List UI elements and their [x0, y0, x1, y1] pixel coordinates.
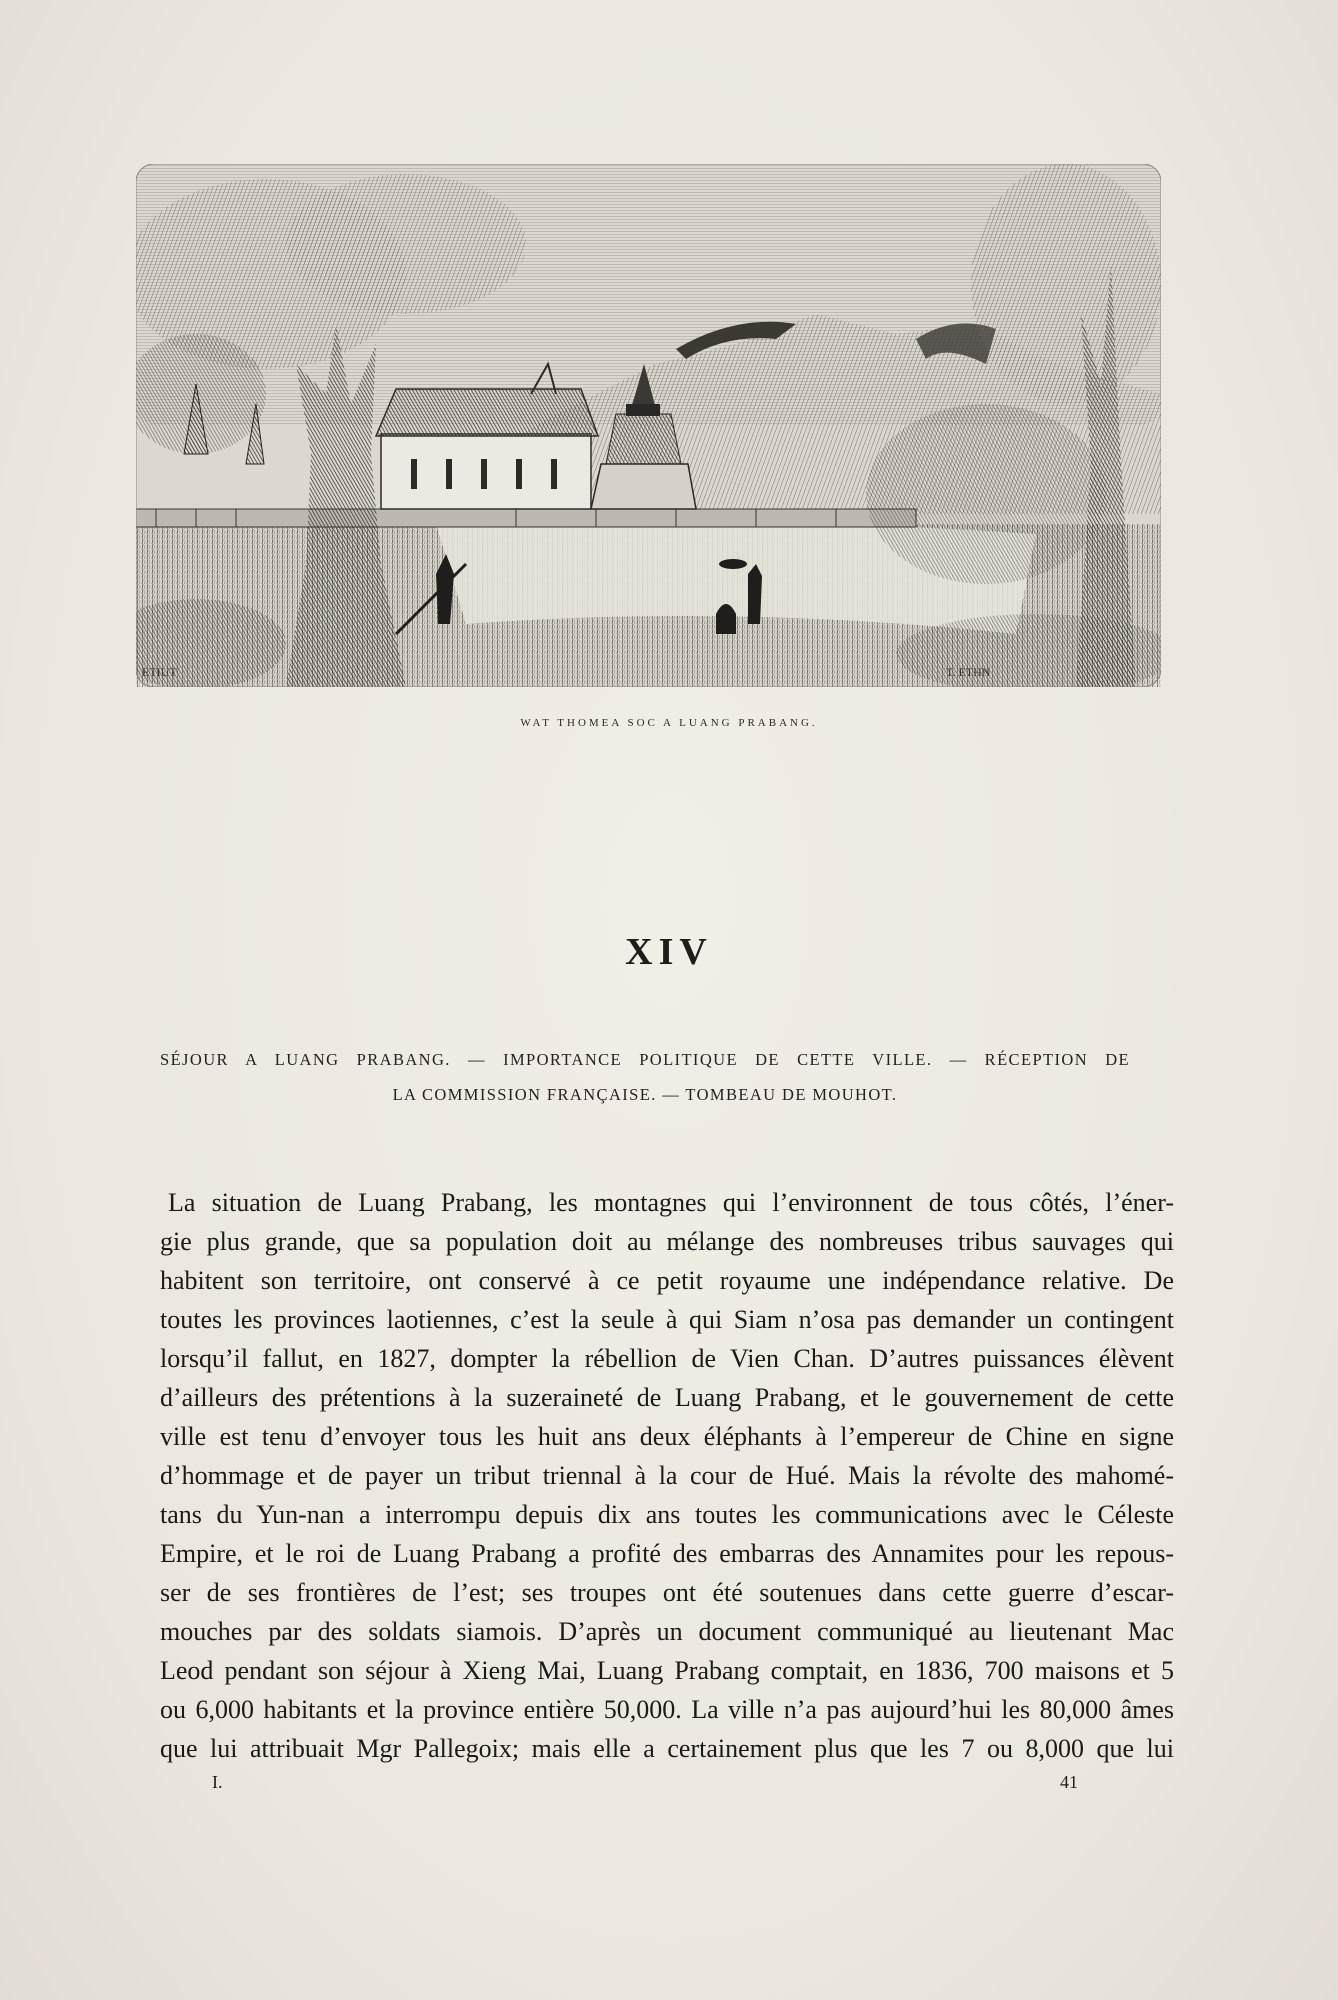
engraving-illustration — [136, 164, 1161, 687]
body-line: ville est tenu d’envoyer tous les huit ans deux éléphants à l’empereur de Chine en signe — [160, 1422, 1174, 1451]
chapter-summary-line-2: LA COMMISSION FRANÇAISE. — TOMBEAU DE MOUHOT. — [392, 1085, 898, 1104]
body-line: ser de ses frontières de l’est; ses troupes ont été soutenues dans cette guerre d’escar- — [160, 1578, 1174, 1607]
page-number: 41 — [1060, 1772, 1078, 1792]
body-line: La situation de Luang Prabang, les montagnes qui l’environnent de tous côtés, l’éner- — [168, 1188, 1174, 1217]
body-line: lorsqu’il fallut, en 1827, dompter la rébellion de Vien Chan. D’autres puissances élèvent — [160, 1344, 1174, 1373]
chapter-summary — [160, 1042, 1130, 1112]
engraver-signature-right: T. ETHN — [946, 665, 991, 679]
signature-mark: I. — [212, 1772, 223, 1792]
body-line: ou 6,000 habitants et la province entière 50,000. La ville n’a pas aujourd’hui les 80,000 âmes — [160, 1695, 1174, 1724]
temple-engraving — [136, 164, 1161, 687]
body-line: d’hommage et de payer un tribut triennal à la cour de Hué. Mais la révolte des mahomé- — [160, 1461, 1174, 1490]
body-line: habitent son territoire, ont conservé à ce petit royaume une indépendance relative. De — [160, 1266, 1174, 1295]
figure-caption: WAT THOMEA SOC A LUANG PRABANG. — [520, 717, 818, 729]
body-line: gie plus grande, que sa population doit au mélange des nombreuses tribus sauvages qui — [160, 1227, 1174, 1256]
engraver-signature-left: ETIUT — [142, 665, 177, 679]
chapter-number: XIV — [625, 931, 713, 973]
body-line: toutes les provinces laotiennes, c’est la seule à qui Siam n’osa pas demander un contingent — [160, 1305, 1174, 1334]
body-line: tans du Yun-nan a interrompu depuis dix ans toutes les communications avec le Céleste — [160, 1500, 1174, 1529]
body-line: Leod pendant son séjour à Xieng Mai, Luang Prabang comptait, en 1836, 700 maisons et 5 — [160, 1656, 1174, 1685]
body-line: d’ailleurs des prétentions à la suzeraineté de Luang Prabang, et le gouvernement de cette — [160, 1383, 1174, 1412]
body-line: que lui attribuait Mgr Pallegoix; mais elle a certainement plus que les 7 ou 8,000 que lui — [160, 1734, 1174, 1763]
body-line: mouches par des soldats siamois. D’après un document communiqué au lieutenant Mac — [160, 1617, 1174, 1646]
chapter-summary-line-1: SÉJOUR A LUANG PRABANG. — IMPORTANCE POLITIQUE DE CETTE VILLE. — RÉCEPTION DE — [160, 1050, 1130, 1069]
body-paragraph — [160, 1183, 1174, 1768]
body-line: Empire, et le roi de Luang Prabang a profité des embarras des Annamites pour les repous- — [160, 1539, 1174, 1568]
